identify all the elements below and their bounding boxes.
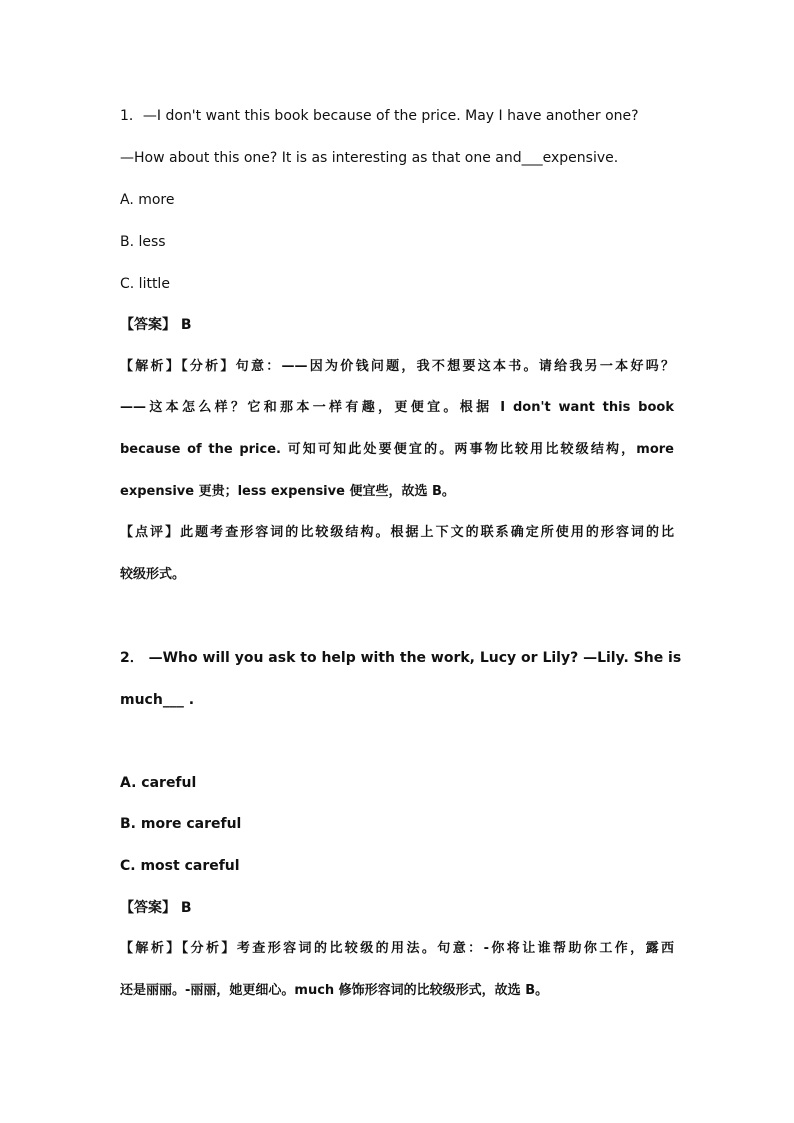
- q1-answer: 【答案】 B: [120, 317, 192, 333]
- q1-option-a: A. more: [120, 192, 175, 208]
- q1-question-line-1: 1．—I don't want this book because of the price. May I have another one?: [120, 108, 639, 124]
- q2-option-b: B. more careful: [120, 816, 242, 832]
- q1-option-b: B. less: [120, 234, 166, 250]
- q2-option-a: A. careful: [120, 775, 197, 791]
- q1-question-line-2: —How about this one? It is as interesting as that one and___expensive.: [120, 150, 619, 166]
- q2-question-line-1: 2． —Who will you ask to help with the work, Lucy or Lily? —Lily. She is: [120, 650, 682, 666]
- q1-option-c: C. little: [120, 276, 170, 292]
- q2-answer: 【答案】 B: [120, 900, 192, 916]
- q2-question-line-2: much___ .: [120, 692, 195, 708]
- q2-analysis-line-2: 还是丽丽。-丽丽，她更细心。much 修饰形容词的比较级形式，故选 B。: [120, 983, 549, 998]
- q1-analysis-line-2: ——这本怎么样？它和那本一样有趣，更便宜。根据 I don't want this book: [120, 400, 674, 415]
- q1-comment-line-2: 较级形式。: [120, 567, 186, 582]
- q1-analysis-line-3: because of the price. 可知可知此处要便宜的。两事物比较用比较级结构，more: [120, 442, 674, 457]
- q1-analysis-line-1: 【解析】【分析】句意：——因为价钱问题，我不想要这本书。请给我另一本好吗？: [120, 359, 674, 374]
- q1-comment-line-1: 【点评】此题考查形容词的比较级结构。根据上下文的联系确定所使用的形容词的比: [120, 525, 674, 540]
- q2-option-c: C. most careful: [120, 858, 240, 874]
- q1-analysis-line-4: expensive 更贵；less expensive 便宜些，故选 B。: [120, 484, 455, 499]
- q2-analysis-line-1: 【解析】【分析】考查形容词的比较级的用法。句意：-你将让谁帮助你工作，露西: [120, 941, 674, 956]
